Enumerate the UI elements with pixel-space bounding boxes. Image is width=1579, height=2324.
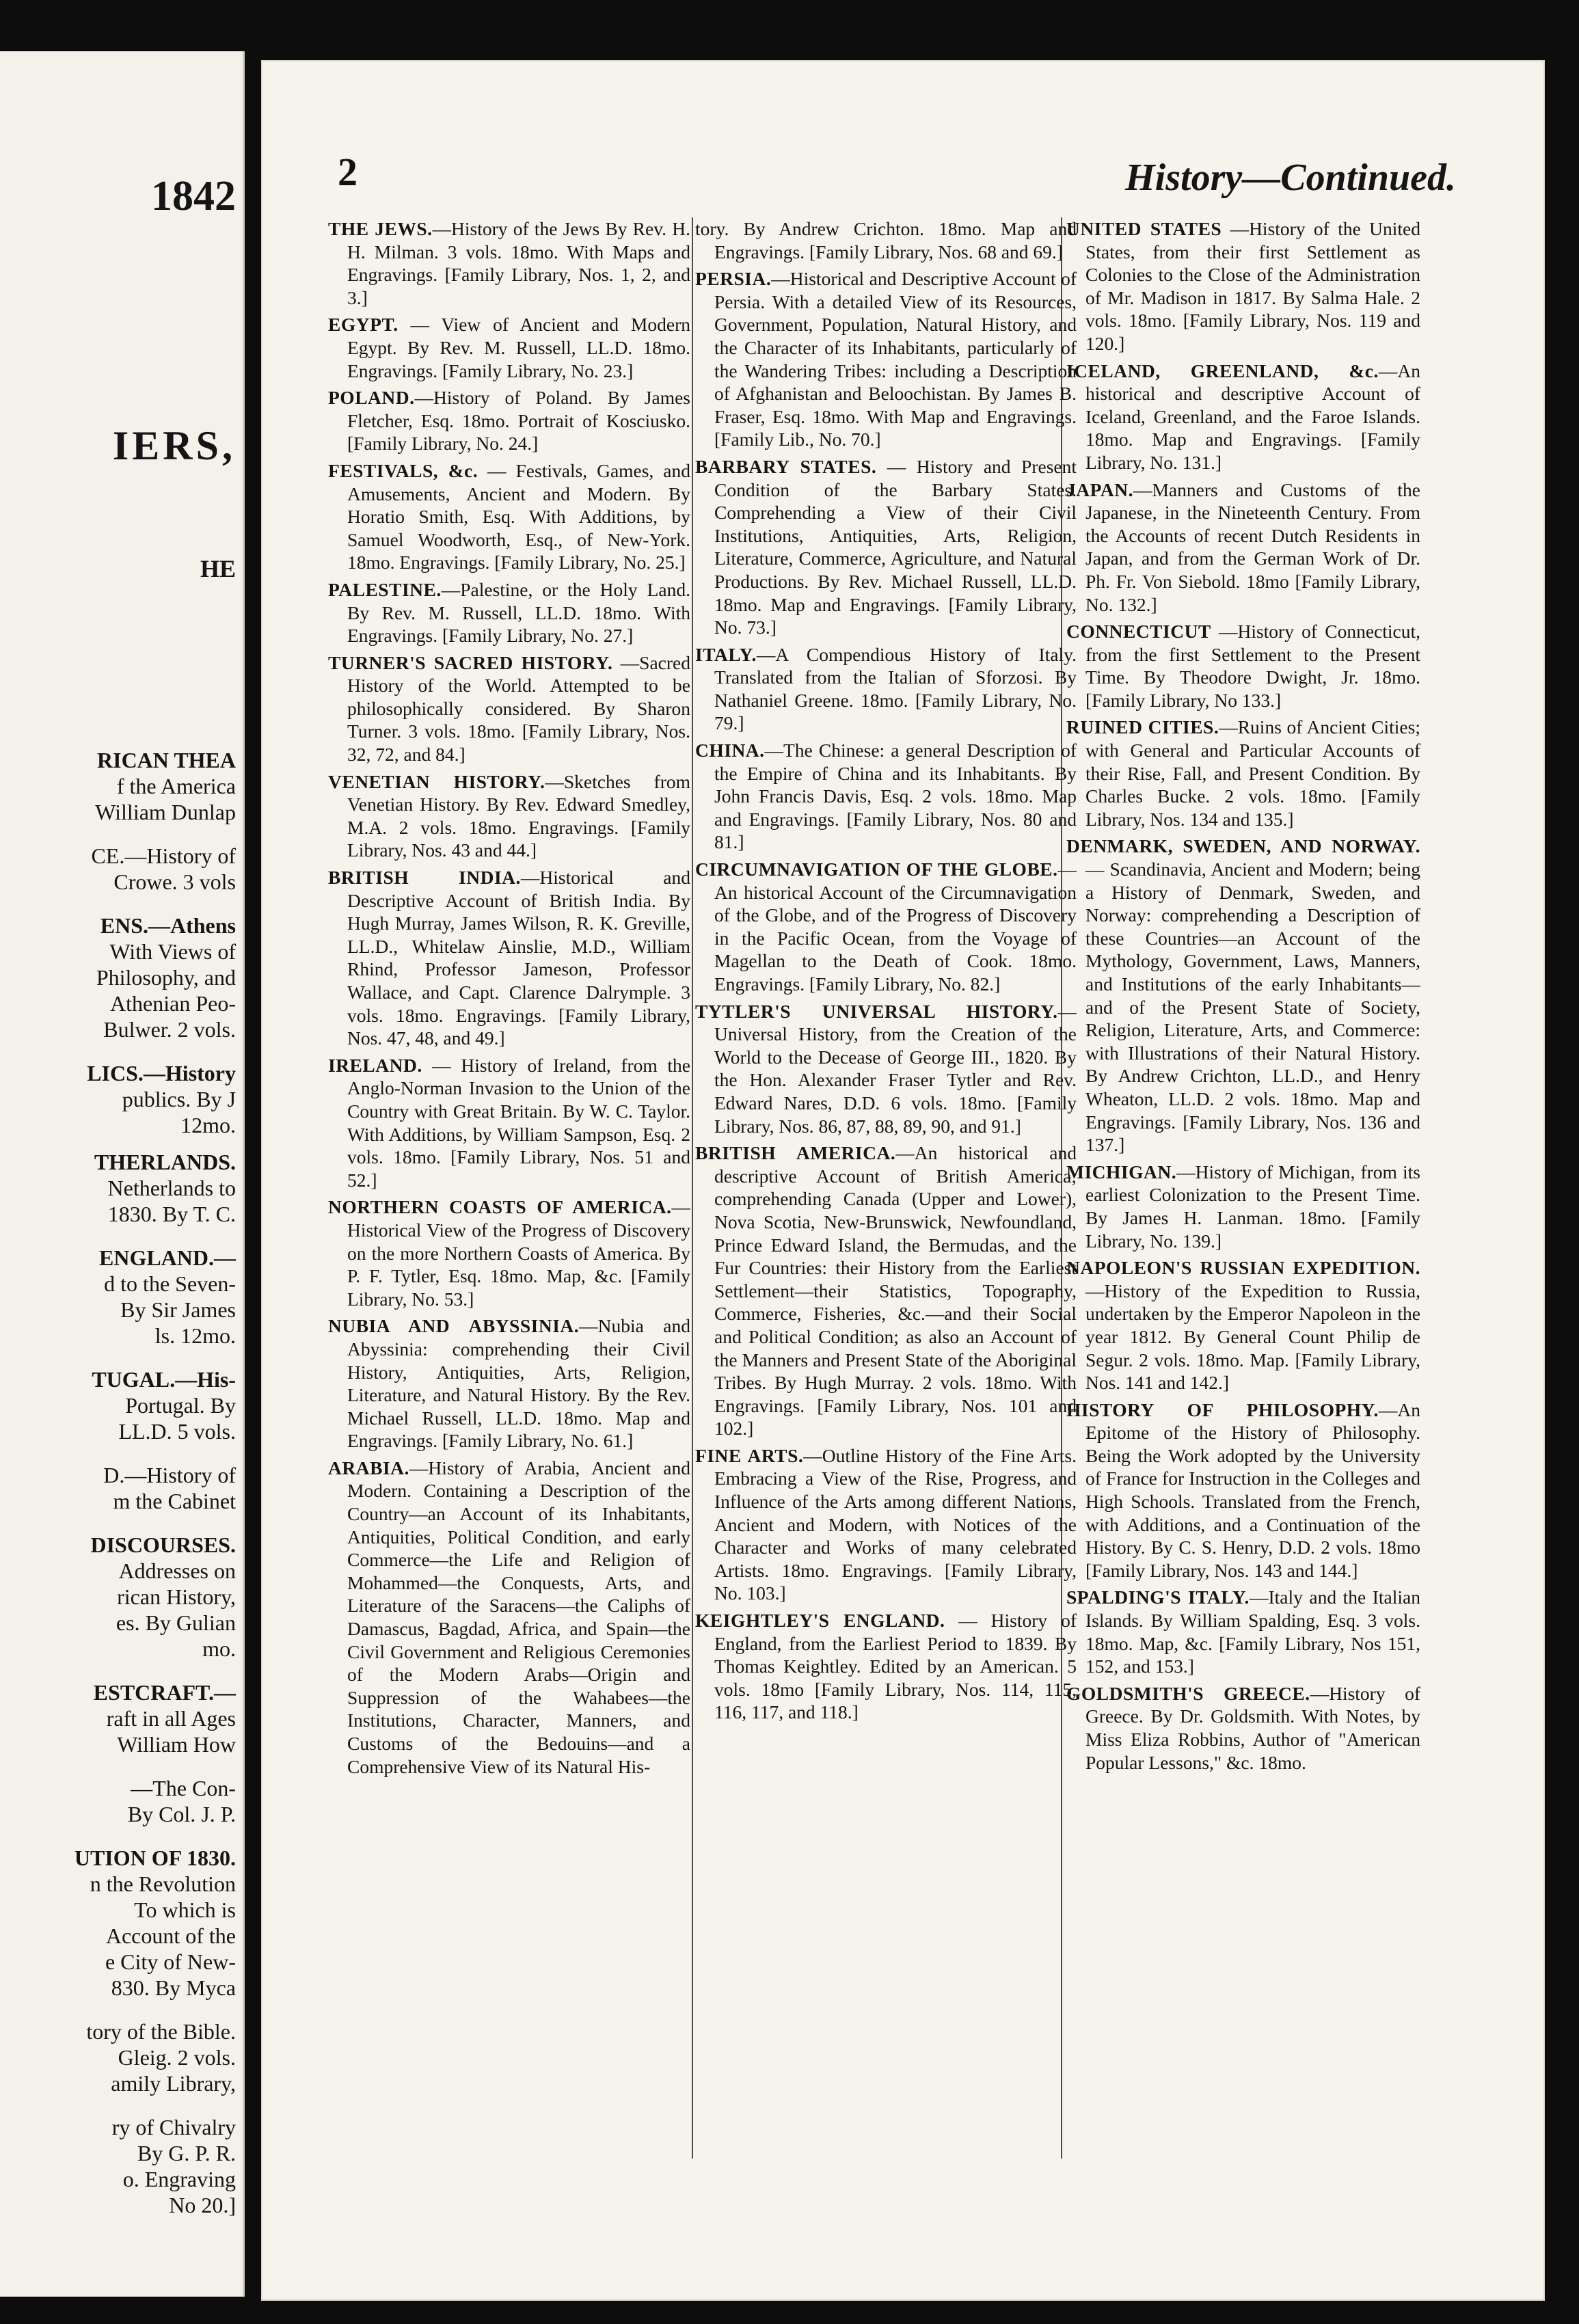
catalog-entry [695,217,1077,263]
catalog-entry [328,651,690,766]
left-page-line: Netherlands to [107,1176,236,1200]
left-page-line: n the Revolution [90,1872,236,1896]
entry-description: —Sacred History of the World. Attempted to be philosophically considered. By Sharon Turner. 3 vols. 18mo. [Family Library, Nos. 32, 72, and 84.] [347,651,690,766]
entry-description: —History of Greece. By Dr. Goldsmith. With Notes, by Miss Eliza Robbins, Author of "American Popular Lessons," &c. 18mo. [1085,1682,1420,1773]
catalog-entry [695,858,1077,996]
catalog-entry [328,1314,690,1452]
catalog-entry [695,1444,1077,1605]
left-page-line: 1830. By T. C. [107,1202,236,1226]
entry-heading: TYTLER'S UNIVERSAL HISTORY. [695,1000,1058,1022]
entry-description: —History of Arabia, Ancient and Modern. Containing a Description of the Country—an Account of its Inhabitants, Antiquities, Political Condition, and early Commerce—the Life and Religion of Mohammed—the Conquests, Arts, and Literature of the Saracens—the Caliphs of Damascus, Bagdad, Africa, and Spain—the Civil Government and Religious Ceremonies of the Modern Arabs—Origin and Suppression of the Wahabees—the Institutions, Character, Manners, and Customs of the Bedouins—and a Comprehensive View of its Natural His- [347,1457,690,1777]
entry-description: —A Compendious History of Italy. Translated from the Italian of Sforzosi. By Nathaniel Greene. 18mo. [Family Library, No. 79.] [714,643,1077,734]
entry-description: —An Epitome of the History of Philosophy. Being the Work adopted by the University of France for Instruction in the Colleges and High Schools. Translated from the French, with Additions, and a Continuation of the History. By C. S. Henry, D.D. 2 vols. 18mo [Family Library, Nos. 143 and 144.] [1085,1399,1420,1581]
left-page-line: 12mo. [180,1113,236,1137]
entry-description: — Festivals, Games, and Amusements, Ancient and Modern. By Horatio Smith, Esq. With Additions, by Samuel Woodworth, Esq., of New-York. 18mo. Engravings. [Family Library, No. 25.] [347,459,690,573]
catalog-page [261,60,1545,2301]
catalog-entry [695,739,1077,854]
left-page-line: e City of New- [105,1949,236,1974]
column-3 [1066,217,1420,2172]
left-page-line: ENS.—Athens [100,913,236,938]
entry-heading: PERSIA. [695,268,772,290]
catalog-entry [1066,620,1420,712]
entry-description: —Sketches from Venetian History. By Rev. Edward Smedley, M.A. 2 vols. 18mo. Engravings. [Family Library, Nos. 43 and 44.] [347,770,690,861]
entry-heading: TURNER'S SACRED HISTORY. [328,651,613,673]
entry-description: —An historical and descriptive Account of Iceland, Greenland, and the Faroe Islands. 18mo. Map and Engravings. [Family Library, No. 131.] [1085,360,1420,473]
entry-heading: ICELAND, GREENLAND, &c. [1066,360,1379,381]
entry-description: —Universal History, from the Creation of the World to the Decease of George III., 1820. By the Hon. Alexander Fraser Tytler and Rev. Edward Nares, D.D. 6 vols. 18mo. [Family Library, Nos. 86, 87, 88, 89, 90, and 91.] [714,1000,1077,1137]
left-page-line: Athenian Peo- [110,991,236,1016]
left-page-he-fragment: HE [200,555,236,582]
entry-description: — History of England, from the Earliest Period to 1839. By Thomas Keightley. Edited by an American. 5 vols. 18mo [Family Library, Nos. 114, 115, 116, 117, and 118.] [714,1610,1077,1723]
entry-heading: VENETIAN HISTORY. [328,770,545,792]
left-page-line: Crowe. 3 vols [113,869,236,894]
entry-heading: EGYPT. [328,314,399,336]
left-page-line: UTION OF 1830. [74,1846,236,1870]
left-page-line: TUGAL.—His- [92,1367,236,1392]
entry-description: — History and Present Condition of the Barbary States. Comprehending a View of their Civil Institutions, Antiquities, Arts, Religion, Literature, Commerce, Agriculture, and Natural Productions. By Rev. Michael Russell, LL.D. 18mo. Map and Engravings. [Family Library, No. 73.] [714,455,1077,638]
catalog-entry [328,1195,690,1310]
catalog-entry [1066,217,1420,355]
column-1 [328,217,690,2172]
catalog-entry [1066,1256,1420,1394]
catalog-entry [695,1609,1077,1724]
entry-heading: NORTHERN COASTS OF AMERICA. [328,1196,672,1218]
catalog-entry [1066,1399,1420,1582]
left-page-line: D.—History of [103,1463,236,1487]
entry-description: —History of Michigan, from its earliest Colonization to the Present Time. By James H. Lanman. 18mo. [Family Library, No. 139.] [1085,1161,1420,1252]
entry-description: —Historical and Descriptive Account of Persia. With a detailed View of its Resources, Government, Population, Natural History, and the Character of its Inhabitants, particularly of the Wandering Tribes: including a Description of Afghanistan and Beloochistan. By James B. Fraser, Esq. 18mo. With Map and Engravings. [Family Lib., No. 70.] [714,268,1077,450]
catalog-entry [695,267,1077,451]
entry-heading: ARABIA. [328,1457,409,1478]
page-number: 2 [338,150,357,194]
entry-description: — History of Ireland, from the Anglo-Norman Invasion to the Union of the Country with Great Britain. By W. C. Taylor. With Additions, by William Sampson, Esq. 2 vols. 18mo. [Family Library, Nos. 51 and 52.] [347,1054,690,1191]
left-page-line: CE.—History of [91,843,236,868]
entry-heading: MICHIGAN. [1066,1161,1177,1183]
entry-heading: GOLDSMITH'S GREECE. [1066,1682,1310,1704]
entry-description: —An historical and descriptive Account of British America; comprehending Canada (Upper and Lower), Nova Scotia, New-Brunswick, Newfoundland, Prince Edward Island, the Bermudas, and the Fur Countries: their History from the Earliest Settlement—their Statistics, Topography, Commerce, Fisheries, &c.—and their Social and Political Condition; as also an Account of the Manners and Present State of the Aboriginal Tribes. By Hugh Murray. 2 vols. 18mo. With Engravings. [Family Library, Nos. 101 and 102.] [714,1142,1077,1440]
left-page-line: Portugal. By [125,1393,236,1418]
entry-heading: CHINA. [695,740,765,761]
entry-description: —Historical and Descriptive Account of British India. By Hugh Murray, James Wilson, R. K. Greville, LL.D., Whitelaw Ainslie, M.D., William Rhind, Professor Jameson, Professor Wallace, and Capt. Clarence Dalrymple. 3 vols. 18mo. Engravings. [Family Library, Nos. 47, 48, and 49.] [347,867,690,1049]
catalog-entry [328,1457,690,1778]
catalog-entry [328,313,690,382]
entry-description: —Outline History of the Fine Arts. Embracing a View of the Rise, Progress, and Influence of the Arts among different Nations, Ancient and Modern, with Notices of the Character and Works of many celebrated Artists. 18mo. Engravings. [Family Library, No. 103.] [714,1444,1077,1604]
left-page-line: Bulwer. 2 vols. [103,1017,236,1042]
catalog-entry [695,643,1077,735]
catalog-entry [1066,716,1420,830]
entry-description: —History of Poland. By James Fletcher, Esq. 18mo. Portrait of Kosciusko. [Family Library, No. 24.] [347,387,690,455]
left-page-line: —The Con- [131,1776,236,1800]
catalog-entry [328,770,690,862]
column-2 [695,217,1077,2172]
left-page-line: ENGLAND.— [98,1245,236,1270]
entry-description: tory. By Andrew Crichton. 18mo. Map and Engravings. [Family Library, Nos. 68 and 69.] [695,218,1077,262]
entry-description: —History of the United States, from their first Settlement as Colonies to the Close of the Administration of Mr. Madison in 1817. By Salma Hale. 2 vols. 18mo. [Family Library, Nos. 119 and 120.] [1085,218,1420,354]
left-page-line: To which is [134,1897,236,1922]
entry-description: —Ruins of Ancient Cities; with General and Particular Accounts of their Rise, Fall, and Present Condition. By Charles Bucke. 2 vols. 18mo. [Family Library, Nos. 134 and 135.] [1085,716,1420,830]
entry-heading: JAPAN. [1066,478,1133,500]
entry-heading: NUBIA AND ABYSSINIA. [328,1315,580,1337]
catalog-entry [1066,1161,1420,1252]
left-page-line: o. Engraving [122,2167,236,2191]
left-page-line: By G. P. R. [137,2141,236,2165]
catalog-entry [328,578,690,647]
entry-description: —Manners and Customs of the Japanese, in the Nineteenth Century. From the Accounts of recent Dutch Residents in Japan, and from the German Work of Dr. Ph. Fr. Von Siebold. 18mo [Family Library, No. 132.] [1085,478,1420,615]
left-page-line: Account of the [105,1923,236,1948]
catalog-entry [328,866,690,1050]
entry-description: —Italy and the Italian Islands. By William Spalding, Esq. 3 vols. 18mo. Map, &c. [Family Library, Nos 151, 152, and 153.] [1085,1586,1420,1677]
entry-description: —History of the Expedition to Russia, undertaken by the Emperor Napoleon in the year 1812. By General Count Philip de Segur. 2 vols. 18mo. Map. [Family Library, Nos. 141 and 142.] [1085,1280,1420,1394]
entry-heading: DENMARK, SWEDEN, AND NORWAY. [1066,835,1420,857]
left-page-line: LICS.—History [87,1061,236,1085]
entry-description: —An historical Account of the Circumnavigation of the Globe, and of the Progress of Discovery in the Pacific Ocean, from the Voyage of Magellan to the Death of Cook. 18mo. Engravings. [Family Library, No. 82.] [714,859,1077,995]
left-page-line: es. By Gulian [116,1610,236,1635]
left-page-line: Philosophy, and [96,965,236,990]
left-page-line: rican History, [117,1584,236,1609]
left-page-line: raft in all Ages [106,1706,236,1731]
previous-page-fragment [0,51,245,2297]
left-page-line: DISCOURSES. [90,1532,236,1557]
entry-description: — Scandinavia, Ancient and Modern; being a History of Denmark, Sweden, and Norway: comprehending a Description of these Countries—an Account of the Mythology, Government, Laws, Manners, and Institutions of the early Inhabitants—and of the Present State of Society, Religion, Literature, Arts, and Commerce: with Illustrations of their Natural History. By Andrew Crichton, LL.D., and Henry Wheaton, LL.D. 2 vols. 18mo. Map and Engravings. [Family Library, Nos. 136 and 137.] [1085,859,1420,1156]
left-page-year: 1842 [151,173,236,219]
column-rule [692,217,693,2159]
catalog-entry [1066,478,1420,617]
entry-heading: SPALDING'S ITALY. [1066,1586,1250,1608]
entry-heading: CONNECTICUT [1066,621,1211,643]
entry-heading: BRITISH AMERICA. [695,1142,896,1164]
entry-description: —The Chinese: a general Description of the Empire of China and its Inhabitants. By John Francis Davis, Esq. 2 vols. 18mo. Map and Engravings. [Family Library, Nos. 80 and 81.] [714,740,1077,853]
left-page-title-fragment: IERS, [112,423,236,468]
left-page-line: RICAN THEA [97,748,236,772]
left-page-line: Gleig. 2 vols. [118,2045,236,2070]
entry-heading: THE JEWS. [328,218,433,239]
left-page-line: Addresses on [118,1558,236,1583]
entry-heading: CIRCUMNAVIGATION OF THE GLOBE. [695,859,1058,880]
catalog-entry [328,459,690,574]
catalog-entry [328,217,690,309]
entry-description: — View of Ancient and Modern Egypt. By Rev. M. Russell, LL.D. 18mo. Engravings. [Family Library, No. 23.] [347,314,690,381]
left-page-line: With Views of [109,939,236,964]
left-page-line: 830. By Myca [111,1975,236,2000]
entry-description: —History of the Jews By Rev. H. H. Milman. 3 vols. 18mo. With Maps and Engravings. [Family Library, Nos. 1, 2, and 3.] [347,218,690,308]
catalog-entry [695,1141,1077,1440]
left-page-line: tory of the Bible. [86,2019,236,2044]
catalog-entry [1066,1682,1420,1774]
entry-heading: FESTIVALS, &c. [328,459,478,481]
entry-heading: PALESTINE. [328,578,442,600]
entry-heading: FINE ARTS. [695,1444,804,1466]
entry-heading: ITALY. [695,643,757,665]
entry-description: —Nubia and Abyssinia: comprehending their Civil History, Antiquities, Arts, Religion, Literature, and Natural History. By the Rev. Michael Russell, LL.D. 18mo. Map and Engravings. [Family Library, No. 61.] [347,1315,690,1452]
left-page-line: William How [117,1732,236,1757]
left-page-line: m the Cabinet [113,1489,236,1513]
left-page-line: THERLANDS. [94,1150,236,1174]
left-page-line: ESTCRAFT.— [93,1680,236,1705]
left-page-line: ry of Chivalry [111,2115,236,2139]
entry-heading: UNITED STATES [1066,218,1222,239]
entry-heading: KEIGHTLEY'S ENGLAND. [695,1610,945,1632]
entry-description: —Historical View of the Progress of Discovery on the more Northern Coasts of America. By P. F. Tytler, Esq. 18mo. Map, &c. [Family Library, No. 53.] [347,1196,690,1310]
catalog-entry [695,1000,1077,1138]
entry-heading: POLAND. [328,387,415,409]
entry-description: —History of Connecticut, from the first Settlement to the Present Time. By Theodore Dwight, Jr. 18mo. [Family Library, No 133.] [1085,621,1420,711]
entry-description: —Palestine, or the Holy Land. By Rev. M. Russell, LL.D. 18mo. With Engravings. [Family Library, No. 27.] [347,578,690,647]
entry-heading: BARBARY STATES. [695,455,877,477]
catalog-entry [695,455,1077,639]
catalog-entry [1066,1586,1420,1677]
left-page-line: No 20.] [169,2193,236,2217]
left-page-line: ls. 12mo. [154,1323,236,1348]
entry-heading: BRITISH INDIA. [328,867,521,889]
entry-heading: RUINED CITIES. [1066,716,1219,738]
left-page-line: publics. By J [122,1087,236,1111]
left-page-line: By Col. J. P. [127,1802,236,1826]
catalog-entry [1066,835,1420,1156]
left-page-line: f the America [116,774,236,798]
entry-heading: HISTORY OF PHILOSOPHY. [1066,1399,1379,1420]
left-page-line: William Dunlap [95,800,236,824]
running-head: History—Continued. [1125,157,1456,199]
entry-heading: IRELAND. [328,1054,422,1076]
entry-heading: NAPOLEON'S RUSSIAN EXPEDITION. [1066,1257,1420,1279]
catalog-entry [328,1054,690,1192]
left-page-line: mo. [202,1636,236,1661]
left-page-line: By Sir James [120,1297,236,1322]
left-page-line: amily Library, [111,2071,236,2096]
catalog-entry [328,386,690,455]
left-page-line: LL.D. 5 vols. [118,1419,236,1444]
left-page-line: d to the Seven- [104,1271,236,1296]
catalog-entry [1066,360,1420,474]
